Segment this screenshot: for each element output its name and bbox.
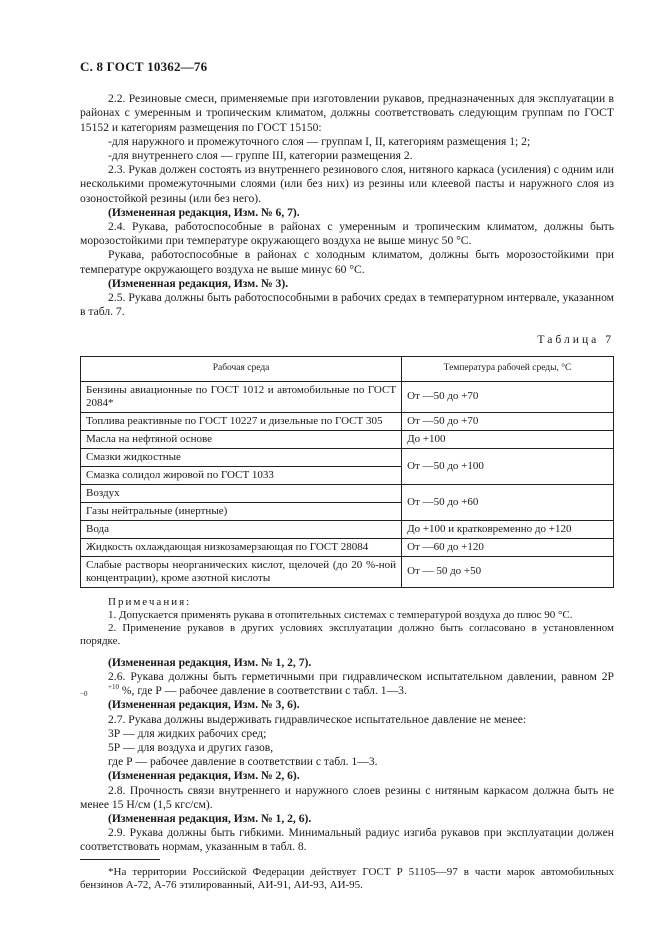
table-cell: До +100	[402, 430, 614, 448]
pressure-formula: 2Р	[601, 669, 614, 683]
tolerance-upper: +10	[108, 683, 119, 692]
paragraph-2-4-cold: Рукава, работоспособные в районах с холодным климатом, должны быть морозостойкими при температуре окружающего воздуха не выше минус 60 °С.	[80, 248, 614, 276]
table-cell: Смазки жидкостные	[81, 448, 402, 466]
column-header-medium: Рабочая среда	[81, 356, 402, 381]
table-row	[81, 484, 614, 502]
table-cell: Масла на нефтяной основе	[81, 430, 402, 448]
list-item: -для наружного и промежуточного слоя — группам I, II, категориям размещения 1; 2;	[108, 134, 531, 148]
table-cell: Топлива реактивные по ГОСТ 10227 и дизельные по ГОСТ 305	[81, 412, 402, 430]
amendment-note: (Измененная редакция, Изм. № 3, 6).	[108, 698, 300, 712]
amendment-note: (Измененная редакция, Изм. № 6, 7).	[108, 205, 300, 219]
table-cell: Воздух	[81, 484, 402, 502]
table-cell: От —50 до +60	[402, 484, 614, 520]
list-item: где Р — рабочее давление в соответствии с табл. 1—3.	[108, 755, 378, 769]
table-cell: Слабые растворы неорганических кислот, щелочей (до 20 %-ной концентрации), кроме азотной кислоты	[81, 556, 402, 587]
table-cell: От —50 до +70	[402, 412, 614, 430]
table-row	[81, 430, 614, 448]
table-row	[81, 520, 614, 538]
amendment-note: (Измененная редакция, Изм. № 1, 2, 6).	[108, 812, 312, 826]
table-header-row	[81, 356, 614, 381]
paragraph-2-7: 2.7. Рукава должны выдерживать гидравлическое испытательное давление не менее:	[108, 712, 527, 726]
amendment-note: (Измененная редакция, Изм. № 1, 2, 7).	[108, 655, 312, 669]
footnote: *На территории Российской Федерации действует ГОСТ Р 51105—97 в части марок автомобильных бензинов А-72, А-76 этилированный, АИ-91, АИ-93, АИ-95.	[80, 865, 614, 891]
notes-heading: Примечания:	[108, 595, 192, 608]
temperature-table	[80, 356, 614, 588]
notes-block	[80, 596, 614, 648]
paragraph-2-4: 2.4. Рукава, работоспособные в районах с умеренным и тропическим климатом, должны быть морозостойкими при температуре окружающего воздуха не выше минус 50 °С.	[80, 220, 614, 248]
note-item: 2. Применение рукавов в других условиях эксплуатации должно быть согласовано в установленном порядке.	[80, 621, 614, 647]
paragraph-2-8: 2.8. Прочность связи внутреннего и наружного слоев резины с нитяным каркасом должна быть не менее 15 Н/см (1,5 кгс/см).	[80, 783, 614, 811]
paragraph-2-9: 2.9. Рукава должны быть гибкими. Минимальный радиус изгиба рукавов при эксплуатации должен соответствовать нормам, указанным в табл. 8.	[80, 826, 614, 854]
table-cell: Вода	[81, 520, 402, 538]
table-row	[81, 448, 614, 466]
table-cell: От —50 до +100	[402, 448, 614, 484]
amendment-note: (Измененная редакция, Изм. № 2, 6).	[108, 769, 300, 783]
table-row	[81, 556, 614, 587]
paragraph-2-3: 2.3. Рукав должен состоять из внутреннего резинового слоя, нитяного каркаса (усиления) с одним или несколькими промежуточными слоями (или без них) из резины или клеевой пасты и наружного слоя из озоностойкой резины (или без него).	[80, 163, 614, 205]
table-cell: От —50 до +70	[402, 381, 614, 412]
table-cell: Газы нейтральные (инертные)	[81, 502, 402, 520]
list-item: 3Р — для жидких рабочих сред;	[108, 726, 267, 740]
paragraph-2-6-text: 2.6. Рукава должны быть герметичными при гидравлическом испытательном давлении, равном	[108, 669, 597, 683]
table-cell: Жидкость охлаждающая низкозамерзающая по ГОСТ 28084	[81, 538, 402, 556]
footnote-separator	[80, 859, 160, 860]
column-header-temperature: Температура рабочей среды, °С	[402, 356, 614, 381]
page-header: С. 8 ГОСТ 10362—76	[80, 59, 208, 74]
table-cell: От —60 до +120	[402, 538, 614, 556]
tolerance-lower: −0	[80, 690, 88, 699]
table-cell: От — 50 до +50	[402, 556, 614, 587]
table-row	[81, 381, 614, 412]
amendment-note: (Измененная редакция, Изм. № 3).	[108, 276, 289, 290]
list-item: -для внутреннего слоя — группе III, категории размещения 2.	[108, 149, 413, 163]
paragraph-2-2: 2.2. Резиновые смеси, применяемые при изготовлении рукавов, предназначенных для эксплуатации в районах с умеренным и тропическим климатом, должны соответствовать следующим группам по ГОСТ 15152 и категориям размещения по ГОСТ 15150:	[80, 92, 614, 134]
document-page	[80, 60, 614, 892]
paragraph-2-6	[80, 670, 614, 699]
table-row	[81, 412, 614, 430]
table-cell: Бензины авиационные по ГОСТ 1012 и автомобильные по ГОСТ 2084*	[81, 381, 402, 412]
paragraph-2-5: 2.5. Рукава должны быть работоспособными в рабочих средах в температурном интервале, указанном в табл. 7.	[80, 291, 614, 319]
list-item: 5Р — для воздуха и других газов,	[108, 741, 274, 755]
table-row	[81, 538, 614, 556]
table-cell: Смазка солидол жировой по ГОСТ 1033	[81, 466, 402, 484]
note-item: 1. Допускается применять рукава в отопительных системах с температурой воздуха до плюс 90 °С.	[108, 608, 573, 621]
table-cell: До +100 и кратковременно до +120	[402, 520, 614, 538]
table-caption: Таблица 7	[537, 333, 614, 347]
paragraph-2-6-text-b: %, где Р — рабочее давление в соответствии с табл. 1—3.	[121, 684, 407, 698]
